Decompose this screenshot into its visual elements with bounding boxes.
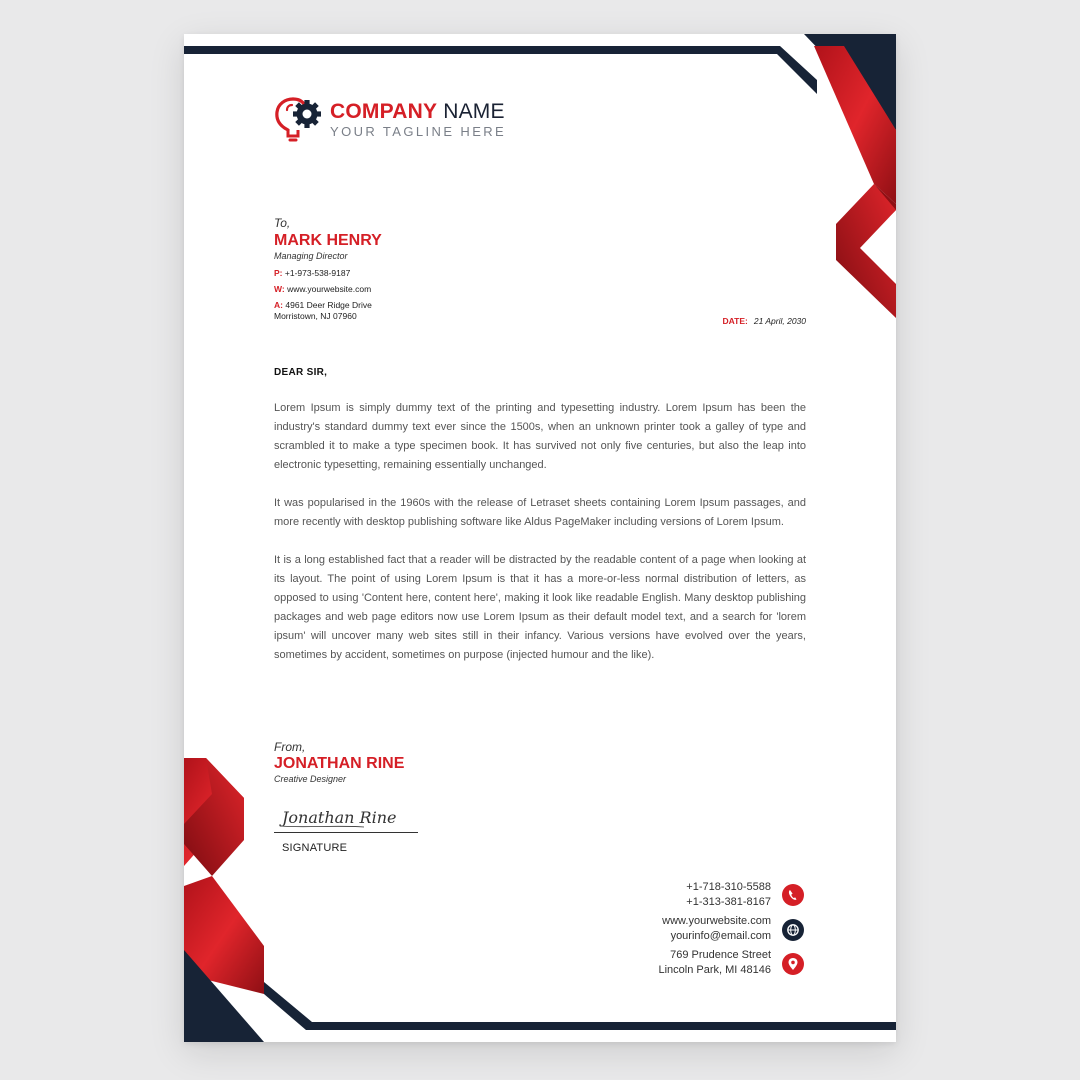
footer-phone-1: +1-718-310-5588 [686,881,771,893]
letterhead-page [184,34,896,1042]
company-tagline: YOUR TAGLINE HERE [330,124,507,139]
to-label: To, [274,216,291,230]
signature-label: SIGNATURE [282,842,348,854]
paragraph: Lorem Ipsum is simply dummy text of the printing and typesetting industry. Lorem Ipsum has been the industry's standard dummy text ever since the 1500s, when an unknown printer took a galley of type and scrambled it to make a type specimen book. It has survived not only five centuries, but also the leap into electronic typesetting, remaining essentially unchanged. [274,402,806,471]
lightbulb-gear-icon [274,96,326,144]
paragraph: It is a long established fact that a reader will be distracted by the readable content of a page when looking at its layout. The point of using Lorem Ipsum is that it has a more-or-less normal distribution of letters, as opposed to using 'Content here, content here', making it look like readable English. Many desktop publishing packages and web page editors now use Lorem Ipsum as their default model text, and a search for 'lorem ipsum' will uncover many web sites still in their infancy. Various versions have evolved over the years, sometimes by accident, sometimes on purpose (injected humour and the like). [274,554,806,661]
company-name-strong: COMPANY [330,100,438,123]
web-key: W: [274,284,285,294]
footer-web [662,914,771,944]
recipient-address-line1: 4961 Deer Ridge Drive [285,300,372,310]
from-label: From, [274,740,306,754]
company-name-rest: NAME [443,100,505,123]
phone-icon [782,884,804,906]
footer-phones [686,880,771,910]
paragraph: It was popularised in the 1960s with the release of Letraset sheets containing Lorem Ipsum passages, and more recently with desktop publishing software like Aldus PageMaker including versions of Lorem Ipsum. [274,497,806,528]
signature-script: Jonathan Rine [282,808,397,827]
location-pin-icon [782,953,804,975]
handwritten-signature [274,798,424,834]
salutation: DEAR SIR, [274,367,328,378]
recipient-contact [274,268,382,322]
sender-name: JONATHAN RINE [274,755,405,772]
recipient-web: www.yourwebsite.com [287,284,372,294]
company-logo [274,96,506,144]
bottom-left-ribbon [184,758,264,1042]
date-field [723,316,806,326]
recipient-phone: +1-973-538-9187 [284,268,351,278]
recipient-block [274,216,382,322]
footer-city: Lincoln Park, MI 48146 [658,964,771,976]
footer-email: yourinfo@email.com [670,930,771,942]
date-value: 21 April, 2030 [753,316,806,326]
footer-street: 769 Prudence Street [670,949,771,961]
recipient-name: MARK HENRY [274,232,382,249]
footer-address [658,948,771,978]
address-key: A: [274,300,283,310]
phone-key: P: [274,268,283,278]
signature-line [274,832,418,833]
date-label: DATE: [722,316,748,326]
globe-icon [782,919,804,941]
footer-phone-2: +1-313-381-8167 [686,896,771,908]
sender-block [274,740,404,784]
sender-role: Creative Designer [274,774,347,784]
recipient-address-line2: Morristown, NJ 07960 [274,311,357,321]
recipient-role: Managing Director [274,251,348,261]
letter-body [274,399,806,684]
bottom-border [264,982,896,1030]
footer-website: www.yourwebsite.com [662,915,771,927]
